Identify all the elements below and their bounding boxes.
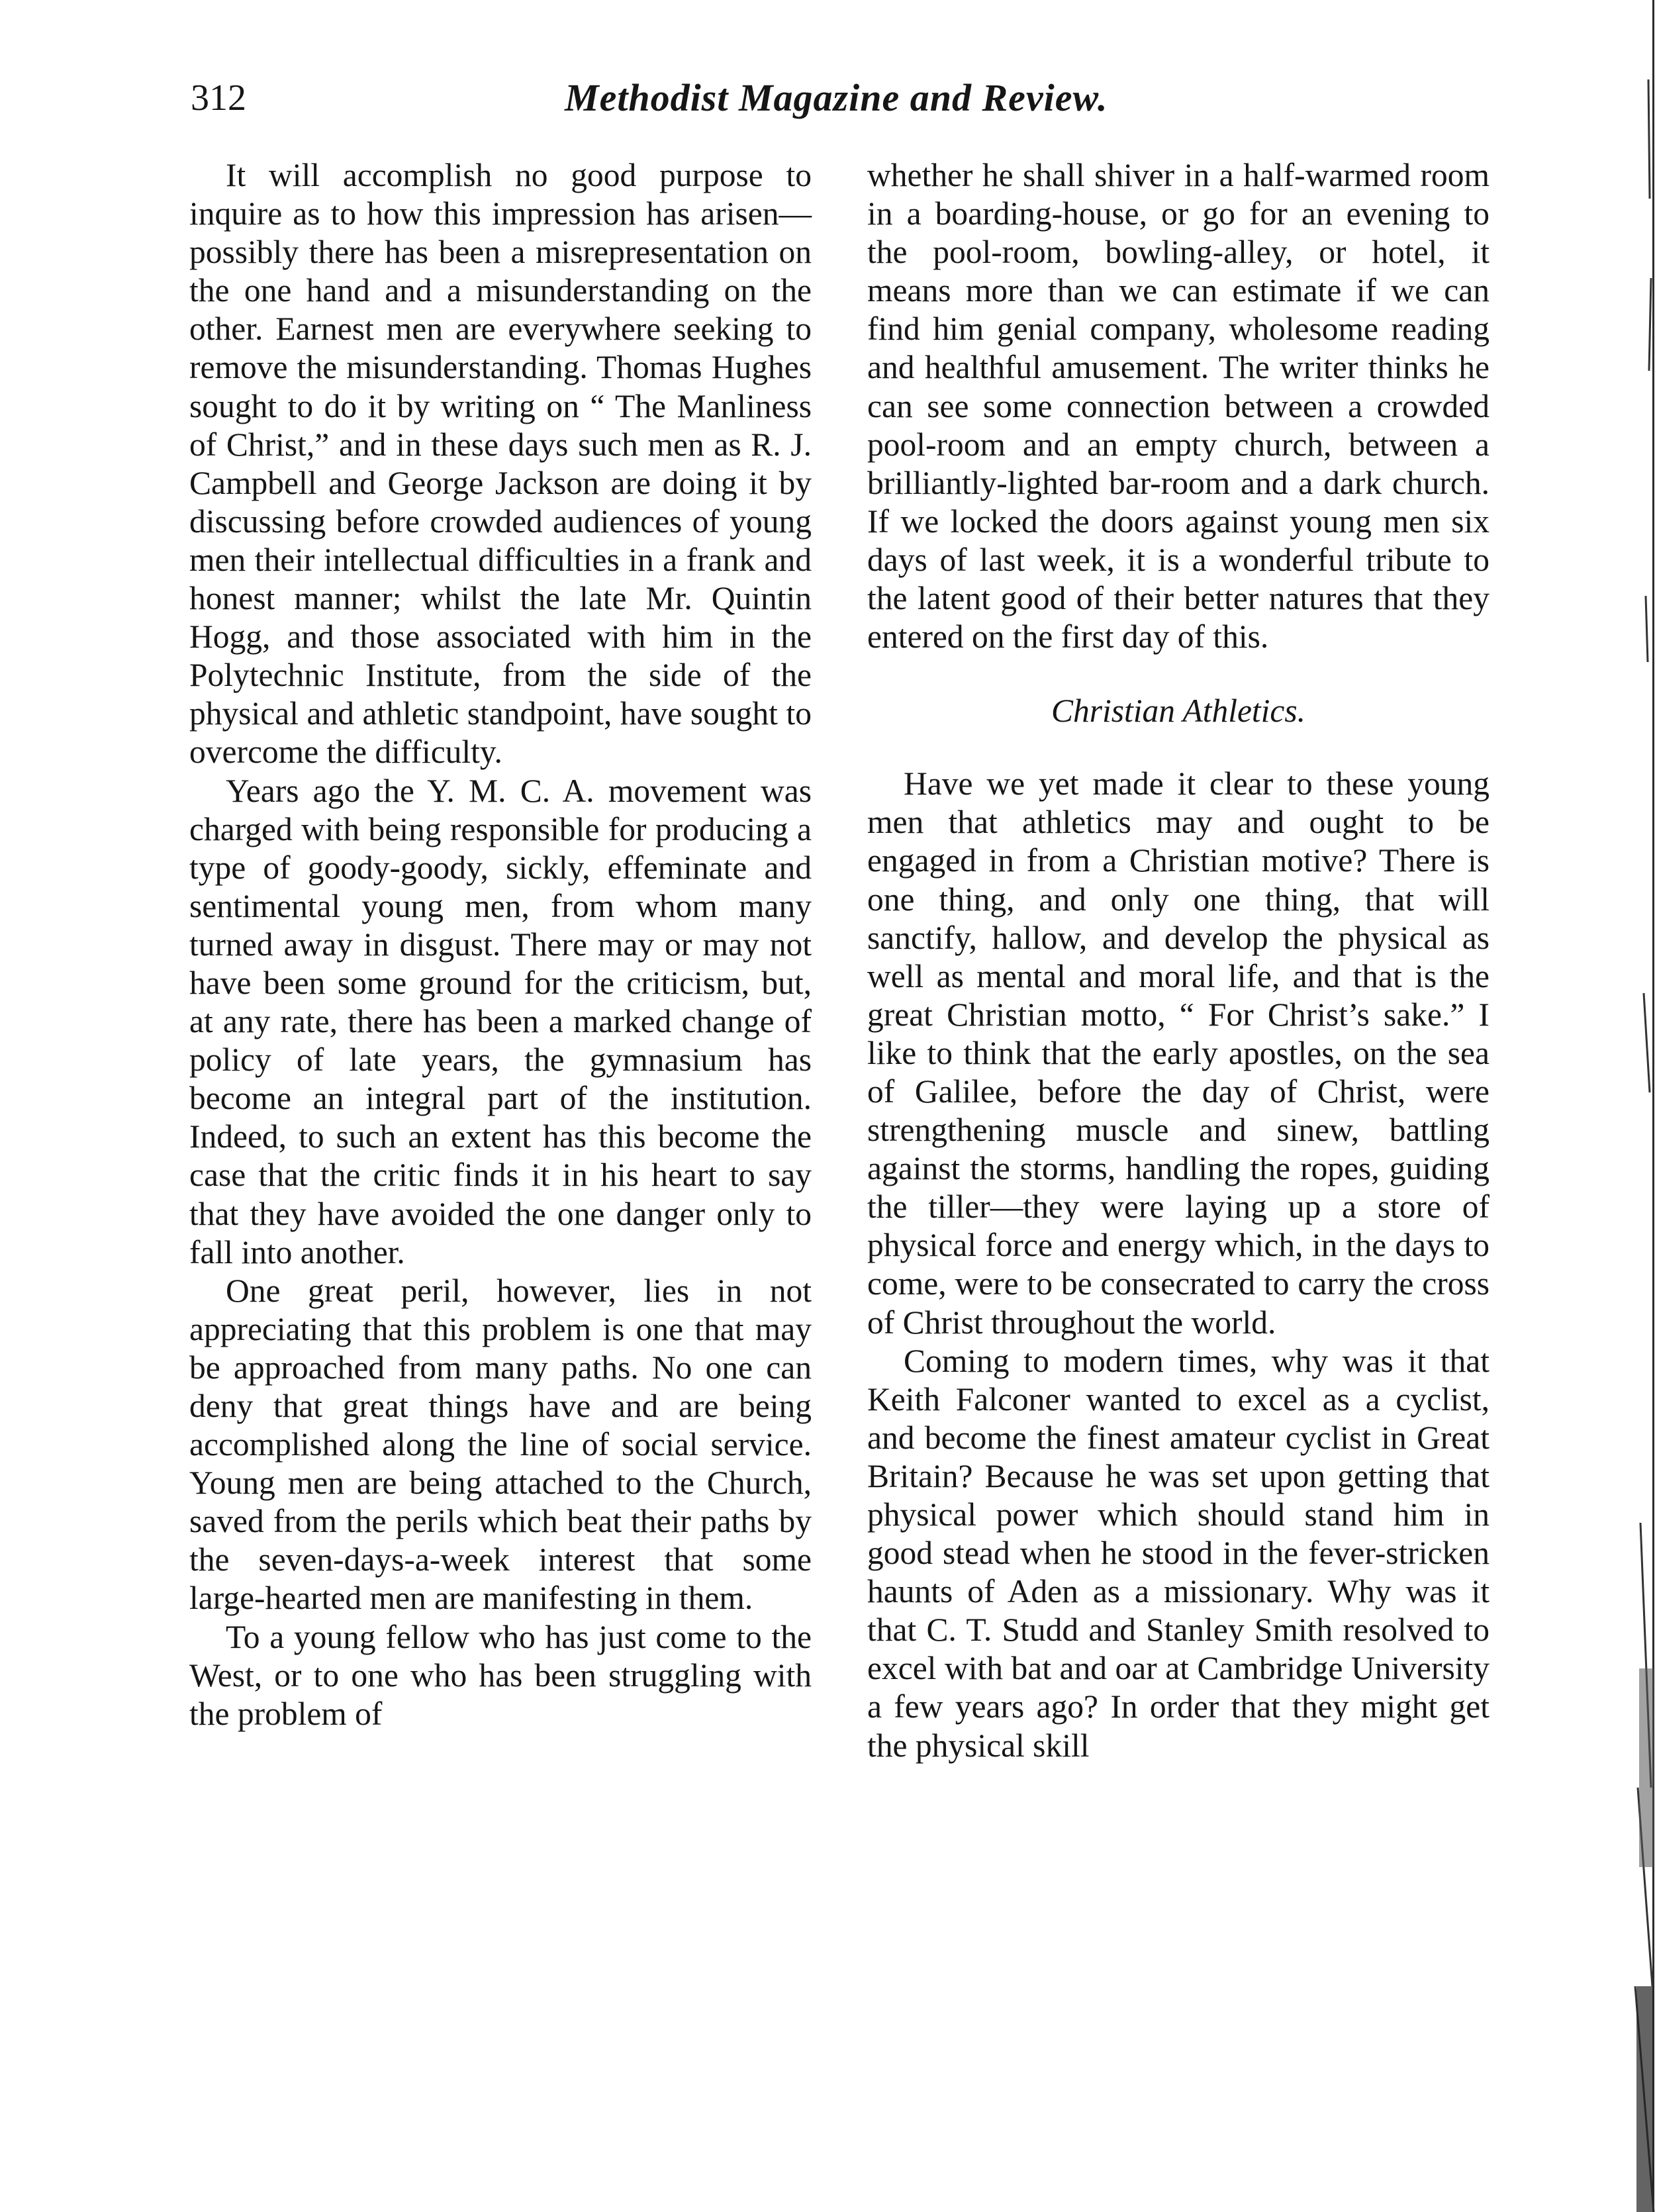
paragraph: One great peril, however, lies in not appreciating that this problem is one that may be approached from many paths. No one can deny that great things have and are being accomplished along the line of social service. Young men are being attached to the Church, saved from the perils which beat their paths by the seven-days-a-week interest that some large-hearted men are manifesting in them. <box>189 1272 812 1617</box>
paragraph: Coming to modern times, why was it that Keith Falconer wanted to excel as a cyclist, and become the finest amateur cyclist in Great Britain? Because he was set upon getting that physical power which should stand him in good stead when he stood in the fever-stricken haunts of Aden as a missionary. Why was it that C. T. Studd and Stanley Smith resolved to excel with bat and oar at Cambridge University a few years ago? In order that they might get the physical skill <box>867 1342 1490 1764</box>
page-header <box>191 72 1488 131</box>
paragraph: Have we yet made it clear to these young men that athletics may and ought to be engaged in from a Christian motive? There is one thing, and only one thing, that will sanctify, hallow, and develop the physical as well as mental and moral life, and that is the great Christian motto, “ For Christ’s sake.” I like to think that the early apostles, on the sea of Galilee, before the day of Christ, were strengthening muscle and sinew, battling against the storms, handling the ropes, guiding the tiller—they were laying up a store of physical force and energy which, in the days to come, were to be consecrated to carry the cross of Christ throughout the world. <box>867 765 1490 1341</box>
left-column <box>189 156 812 1733</box>
paragraph: whether he shall shiver in a half-warmed room in a boarding-house, or go for an evening to the pool-room, bowling-alley, or hotel, it means more than we can estimate if we can find him genial company, wholesome reading and healthful amusement. The writer thinks he can see some connection between a crowded pool-room and an empty church, between a brilliantly-lighted bar-room and a dark church. If we locked the doors against young men six days of last week, it is a wonderful tribute to the latent good of their better natures that they entered on the first day of this. <box>867 157 1490 655</box>
paragraph: Years ago the Y. M. C. A. movement was charged with being responsible for producing a type of goody-goody, sickly, effeminate and sentimental young men, from whom many turned away in disgust. There may or may not have been some ground for the criticism, but, at any rate, there has been a marked change of policy of late years, the gymnasium has become an integral part of the institution. Indeed, to such an extent has this become the case that the critic finds it in his heart to say that they have avoided the one danger only to fall into another. <box>189 772 812 1271</box>
paragraph: To a young fellow who has just come to the West, or to one who has been struggling with the problem of <box>189 1618 812 1732</box>
section-heading: Christian Athletics. <box>1051 693 1306 730</box>
page-edge-bleed <box>1634 0 1655 2212</box>
running-title: Methodist Magazine and Review. <box>565 76 1108 119</box>
paragraph: It will accomplish no good purpose to inquire as to how this impression has arisen—possibly there has been a misrepresentation on the one hand and a misunderstanding on the other. Earnest men are everywhere seeking to remove the misunderstanding. Thomas Hughes sought to do it by writing on “ The Manliness of Christ,” and in these days such men as R. J. Campbell and George Jackson are doing it by discussing before crowded audiences of young men their intellectual difficulties in a frank and honest manner; whilst the late Mr. Quintin Hogg, and those associated with him in the Polytechnic Institute, from the side of the physical and athletic standpoint, have sought to overcome the difficulty. <box>189 157 812 771</box>
right-column <box>867 156 1490 1765</box>
page-number: 312 <box>191 77 246 119</box>
